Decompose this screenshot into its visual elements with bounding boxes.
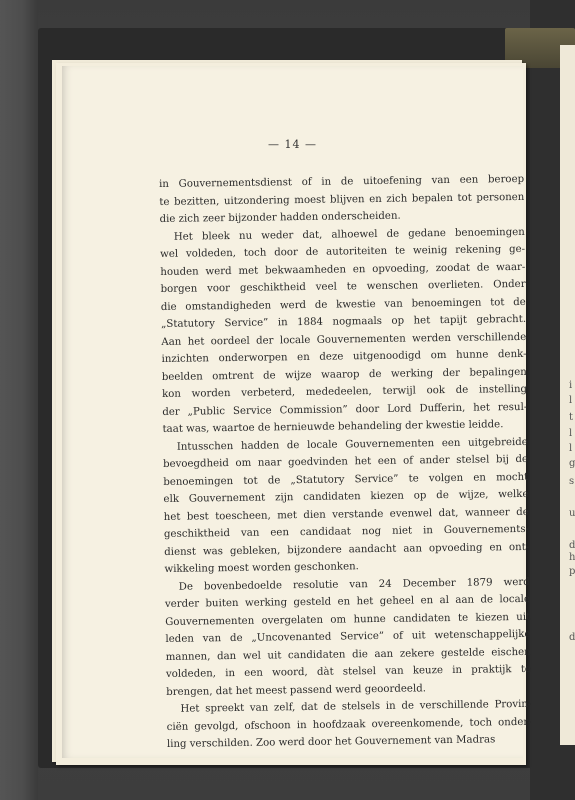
facing-page-letter: d (569, 632, 575, 643)
text-line: in Gouvernementsdienst of in de uitoefening van een beroep (159, 173, 525, 190)
text-line: leden van de „Uncovenanted Service” of uit wetenschappelijke (165, 628, 531, 645)
facing-page-letter: i (569, 380, 573, 391)
text-line: te bezitten, uitzondering moest blijven en zich bepalen tot personen (159, 191, 525, 208)
page-body-text (159, 171, 532, 754)
facing-page-letter: u (569, 508, 575, 519)
text-line: „Statutory Service” in 1884 nogmaals op het tapijt gebracht. (160, 313, 527, 330)
facing-page-letter: d (569, 540, 575, 551)
text-line: wikkeling moest worden geschonken. (164, 561, 359, 575)
text-line: die zich zeer bijzonder hadden onderscheiden. (159, 210, 401, 225)
text-line: elk Gouvernement zijn candidaten kiezen op de wijze, welke (163, 488, 529, 505)
text-line: mannen, dan wel uit candidaten die aan zekere gestelde eischen (165, 646, 531, 663)
text-line: beelden omtrent de wijze waarop de werking der bepalingen (161, 366, 527, 383)
text-line: Het spreekt van zelf, dat de stelsels in de verschillende Provin- (180, 698, 532, 715)
text-line: Het bleek nu weder dat, alhoewel de gedane benoemingen (173, 226, 525, 243)
facing-page-letter: p (569, 566, 575, 577)
facing-page-letter: l (569, 428, 573, 439)
page-number: — 14 — (268, 138, 317, 151)
text-line: der „Public Service Commission” door Lord Dufferin, het resul- (162, 401, 528, 418)
text-line: kon worden verbeterd, mededeelen, terwijl ook de instelling (161, 383, 528, 400)
text-line: houden werd met bekwaamheden en opvoeding, zoodat de waar- (160, 261, 526, 278)
book-page (62, 66, 532, 758)
text-line: geschiktheid van een candidaat nog niet in Gouvernements- (163, 523, 530, 540)
facing-page-letter: l (569, 395, 573, 406)
spine-strip (0, 0, 38, 800)
facing-page-letter: s (569, 476, 575, 487)
text-line: het best toescheen, met dien verstande evenwel dat, wanneer de (163, 506, 529, 523)
facing-page-letter: t (569, 412, 574, 423)
text-line: brengen, dat het meest passend werd geoordeeld. (166, 682, 427, 698)
text-line: borgen voor geschiktheid veel te wenschen overlieten. Onder (160, 278, 526, 295)
text-line: Intusschen hadden de locale Gouvernementen een uitgebreide (176, 436, 528, 453)
text-line: Gouvernementen overgelaten om hunne candidaten te kiezen uit (165, 611, 531, 628)
text-line: voldeden, in een woord, dàt stelsel van keuze in praktijk te (165, 663, 532, 680)
text-line: die omstandigheden werd de kwestie van benoemingen tot de (160, 296, 526, 313)
text-line: Aan het oordeel der locale Gouvernementen werden verschillende (161, 331, 527, 348)
facing-page-letter: g (569, 458, 575, 469)
facing-page-letter: l (569, 443, 573, 454)
text-line: verder buiten werking gesteld en het geheel en al aan de locale (164, 593, 531, 610)
text-line: dienst was gebleken, bijzondere aandacht aan opvoeding en ont- (164, 541, 530, 558)
text-line: wel voldeden, toch door de autoriteiten te weinig rekening ge- (160, 243, 526, 260)
text-line: De bovenbedoelde resolutie van 24 December 1879 werd (178, 576, 530, 593)
text-line: benoemingen tot de „Statutory Service” te volgen en mocht (163, 471, 529, 488)
text-line: ling verschilden. Zoo werd door het Gouvernement van Madras (166, 734, 496, 750)
text-line: ciën gevolgd, ofschoon in hoofdzaak overeenkomende, toch onder- (166, 716, 532, 733)
text-line: inzichten onderworpen en deze uitgenoodigd om hunne denk- (161, 348, 527, 365)
facing-page-letter: h (569, 552, 575, 563)
text-line: bevoegdheid om naar goedvinden het een of ander stelsel bij de (162, 453, 529, 470)
text-line: taat was, waartoe de hernieuwde behandeling der kwestie leidde. (162, 419, 504, 435)
